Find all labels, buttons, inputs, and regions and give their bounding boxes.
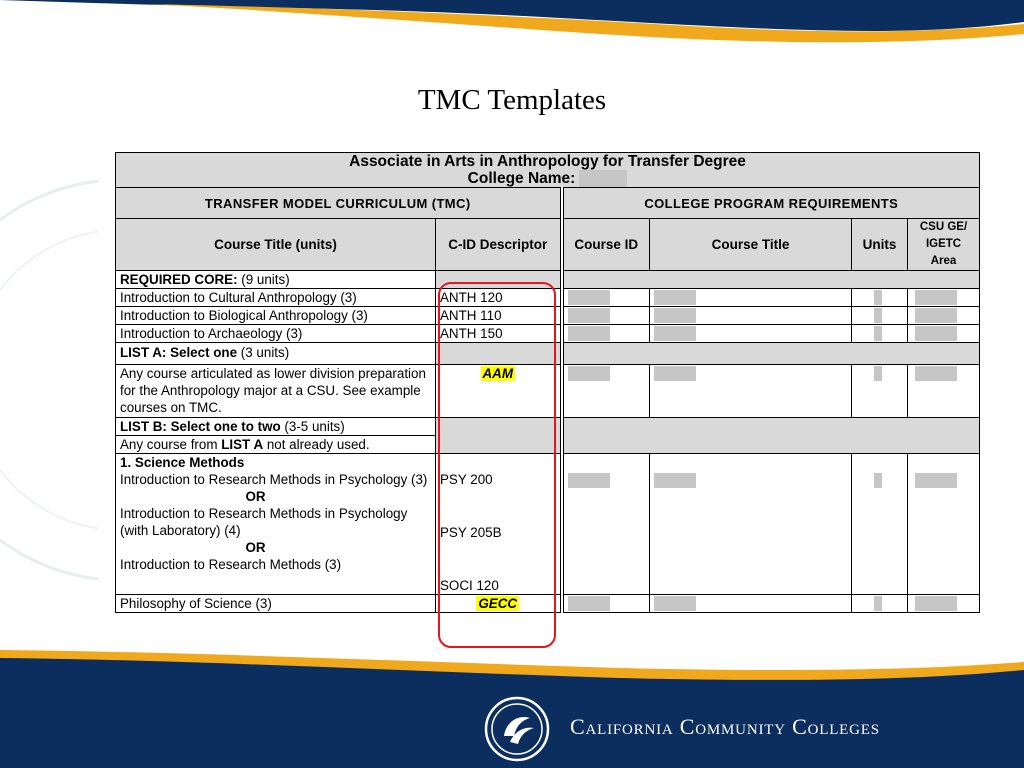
list-b-row xyxy=(116,418,980,436)
area-field[interactable] xyxy=(915,596,957,611)
table-row xyxy=(116,289,980,307)
college-name-field[interactable] xyxy=(579,170,627,187)
list-a-row xyxy=(116,343,980,365)
table-row xyxy=(116,365,980,418)
units-field[interactable] xyxy=(874,366,882,381)
course-title: Any course articulated as lower division preparation for the Anthropology major at a CSU. See example courses on TMC. xyxy=(116,365,436,418)
units-field[interactable] xyxy=(874,308,882,323)
col-course-id: Course ID xyxy=(562,219,650,271)
college-name-label: College Name: xyxy=(467,170,576,187)
course-id-field[interactable] xyxy=(568,366,610,381)
course-title: Introduction to Research Methods in Psychology (3) xyxy=(120,472,428,488)
units-field[interactable] xyxy=(874,326,882,341)
tmc-template-document xyxy=(98,146,986,656)
cid-descriptor: AAM xyxy=(482,366,513,382)
table-row xyxy=(116,325,980,343)
science-methods-cell xyxy=(116,454,436,595)
col-course-title: Course Title xyxy=(650,219,852,271)
list-b-units: (3-5 units) xyxy=(280,419,345,435)
degree-title-header xyxy=(116,153,980,188)
course-title: Introduction to Biological Anthropology (3) xyxy=(116,307,436,325)
footer-org-name: California Community Colleges xyxy=(570,714,880,739)
col-csu-igetc-area: CSU GE/ IGETC Area xyxy=(908,219,980,271)
degree-title: Associate in Arts in Anthropology for Transfer Degree xyxy=(349,153,746,170)
tmc-section-header: TRANSFER MODEL CURRICULUM (TMC) xyxy=(116,188,562,219)
course-id-field[interactable] xyxy=(568,308,610,323)
course-title-field[interactable] xyxy=(654,290,696,305)
table-row xyxy=(116,595,980,613)
units-field[interactable] xyxy=(874,473,882,488)
course-title: Introduction to Cultural Anthropology (3) xyxy=(116,289,436,307)
course-title-field[interactable] xyxy=(654,596,696,611)
required-core-units: (9 units) xyxy=(237,272,290,288)
area-field[interactable] xyxy=(915,326,957,341)
list-a-label: LIST A: Select one xyxy=(120,345,238,361)
list-b-note: Any course from LIST A not already used. xyxy=(116,436,436,454)
cid-descriptor: GECC xyxy=(478,596,518,612)
course-title: Philosophy of Science (3) xyxy=(116,595,436,613)
course-title: Introduction to Research Methods in Psychology (with Laboratory) (4) xyxy=(120,506,408,539)
california-community-colleges-seal-icon xyxy=(484,696,550,762)
cid-descriptor: ANTH 150 xyxy=(436,325,562,343)
course-title-field[interactable] xyxy=(654,308,696,323)
cid-descriptor: ANTH 120 xyxy=(436,289,562,307)
science-methods-cid-cell xyxy=(436,454,562,595)
col-units: Units xyxy=(852,219,908,271)
required-core-row xyxy=(116,271,980,289)
course-title: Introduction to Research Methods (3) xyxy=(120,557,342,573)
area-field[interactable] xyxy=(915,366,957,381)
units-field[interactable] xyxy=(874,290,882,305)
science-methods-heading: 1. Science Methods xyxy=(120,455,245,471)
tmc-table xyxy=(115,152,980,613)
course-title: Introduction to Archaeology (3) xyxy=(116,325,436,343)
slide-title: TMC Templates xyxy=(417,84,607,116)
table-row xyxy=(116,307,980,325)
course-title-field[interactable] xyxy=(654,326,696,341)
program-section-header: COLLEGE PROGRAM REQUIREMENTS xyxy=(562,188,980,219)
list-b-label: LIST B: Select one to two xyxy=(120,419,281,435)
list-a-units: (3 units) xyxy=(237,345,290,361)
cid-descriptor: PSY 200 xyxy=(440,472,493,488)
required-core-label: REQUIRED CORE: xyxy=(120,272,238,288)
or-divider: OR xyxy=(245,489,266,505)
col-cid-descriptor: C-ID Descriptor xyxy=(436,219,562,271)
course-title-field[interactable] xyxy=(654,366,696,381)
course-title-field[interactable] xyxy=(654,473,696,488)
course-id-field[interactable] xyxy=(568,473,610,488)
area-field[interactable] xyxy=(915,290,957,305)
units-field[interactable] xyxy=(874,596,882,611)
table-row xyxy=(116,454,980,595)
cid-descriptor: PSY 205B xyxy=(440,525,502,541)
area-field[interactable] xyxy=(915,473,957,488)
course-id-field[interactable] xyxy=(568,326,610,341)
top-swoosh-band xyxy=(0,0,1024,60)
cid-descriptor: SOCI 120 xyxy=(440,578,499,594)
col-course-title-units: Course Title (units) xyxy=(116,219,436,271)
course-id-field[interactable] xyxy=(568,290,610,305)
cid-descriptor: ANTH 110 xyxy=(436,307,562,325)
course-id-field[interactable] xyxy=(568,596,610,611)
or-divider: OR xyxy=(245,540,266,556)
area-field[interactable] xyxy=(915,308,957,323)
